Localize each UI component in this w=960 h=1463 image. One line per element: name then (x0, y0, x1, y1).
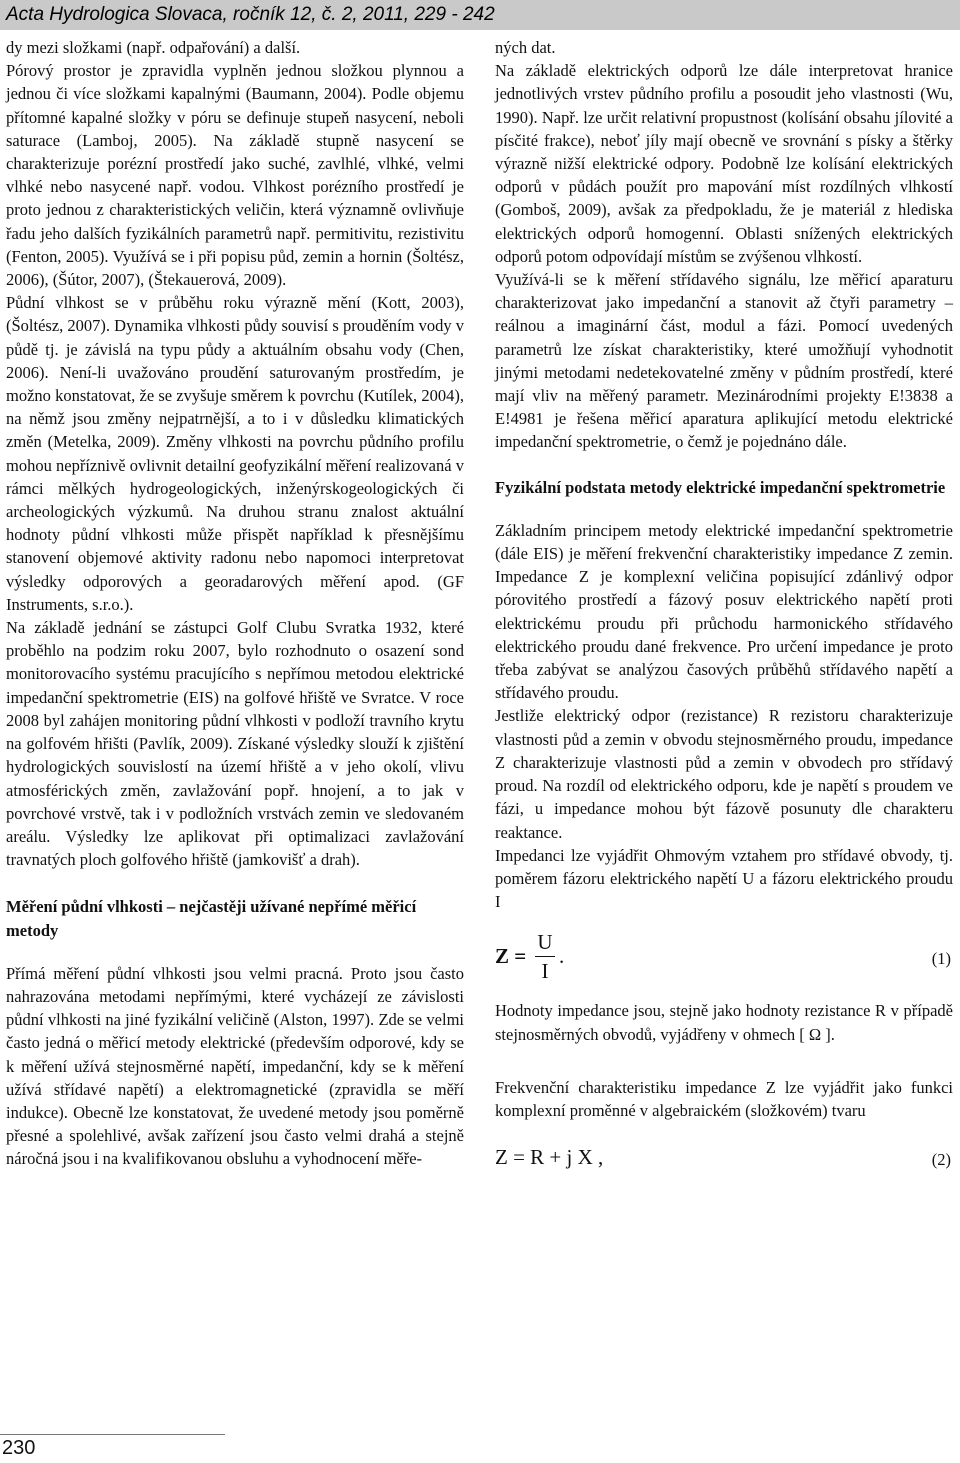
paragraph: Pórový prostor je zpravidla vyplněn jednou složkou plynnou a jednou či více složkami kapalnými (Baumann, 2004). Podle objemu přítomné kapalné složky v póru se definuje stupeň nasycení, neboli saturace (Lamboj, 2005). Na základě stupně nasycení se charakterizuje porézní prostředí jako suché, zavlhlé, vlhké, velmi vlhké nebo nasycené např. vodou. Vlhkost porézního prostředí je proto jednou z charakteristických veličin, která významně ovlivňuje řadu jeho dalších fyzikálních parametrů např. permitivitu, rezistivitu (Fenton, 2005). Využívá se i při popisu půd, zemin a hornin (Šoltész, 2006), (Šútor, 2007), (Štekauerová, 2009). (6, 61, 464, 290)
equation-lhs: Z = (495, 944, 527, 969)
fraction-numerator: U (537, 930, 553, 955)
equation-tail: . (559, 944, 565, 969)
paragraph: Půdní vlhkost se v průběhu roku výrazně mění (Kott, 2003), (Šoltész, 2007). Dynamika vlhkosti půdy souvisí s prouděním vody v půdě tj. je závislá na typu půdy a aktuálním obsahu vody (Chen, 2006). Není-li uvažováno proudění saturovaným prostředím, je možno konstatovat, že se zvyšuje směrem k povrchu (Kutílek, 2004), na němž jsou změny nejpatrnější, a to i v důsledku klimatických změn (Metelka, 2009). Změny vlhkosti na povrchu půdního profilu mohou nepříznivě ovlivnit detailní geofyzikální měření realizovaná v rámci mělkých hydrogeologických, inženýrskogeologických či archeologických výzkumů. Na druhou stranu znalost aktuální hodnoty půdní vlhkosti může přispět například k přesnějšímu stanovení objemové aktivity radonu nebo napomoci interpretovat výsledky odporových a georadarových měření apod. (GF Instruments, s.r.o.). (6, 293, 464, 614)
equation-1 (495, 929, 953, 987)
paragraph: dy mezi složkami (např. odpařování) a další. (6, 38, 301, 57)
paragraph: Využívá-li se k měření střídavého signálu, lze měřicí aparaturu charakterizovat jako impedanční a stanovit až čtyři parametry – reálnou a imaginární část, modul a fázi. Pomocí uvedených parametrů lze získat charakteristiky, které umožňují vyhodnotit jinými metodami nedetekovatelné změny v půdním prostředí, které mají vliv na měřený parametr. Mezinárodními projekty E!3838 a E!4981 je řešena měřicí aparatura aplikující metodu elektrické impedanční spektrometrie, o čemž je pojednáno dále. (495, 270, 953, 452)
paragraph: Hodnoty impedance jsou, stejně jako hodnoty rezistance R v případě stejnosměrných obvodů, vyjádřeny v ohmech [ Ω ]. (495, 1001, 953, 1044)
paragraph: Základním principem metody elektrické impedanční spektrometrie (dále EIS) je měření frekvenční charakteristiky impedance Z zemin. Impedance Z je komplexní veličina popisující zdánlivý odpor pórovitého prostředí a fázový posuv elektrického napětí proti elektrickému proudu při průchodu harmonického střídavého elektrického proudu dané frekvence. Pro určení impedance je proto třeba zabývat se analýzou časových průběhů střídavého napětí a střídavého proudu. (495, 520, 953, 703)
equation-2 (495, 1144, 953, 1178)
equation-fraction (535, 929, 555, 984)
page-number: 230 (2, 1437, 36, 1459)
paragraph: ných dat. (495, 38, 556, 57)
paragraph: Na základě elektrických odporů lze dále interpretovat hranice jednotlivých vrstev půdního profilu a posoudit jeho vlastnosti (Wu, 1990). Např. lze určit relativní propustnost (kolísání obsahu jílovité a písčité frakce), neboť jíly mají obecně ve srovnání s písky a štěrky výrazně nižší elektrické odpory. Podobně lze kolísání elektrických odporů v půdách použít pro mapování míst rozdílných vlhkostí (Gomboš, 2009), avšak za předpokladu, že je materiál z hlediska elektrických odporů homogenní. Oblasti snížených elektrických odporů potom odpovídají místům se zvýšenou vlhkostí. (495, 61, 953, 266)
equation-number: (1) (931, 949, 951, 969)
section-heading: Fyzikální podstata metody elektrické impedanční spektrometrie (495, 477, 946, 497)
footer-rule (0, 1434, 225, 1435)
left-column (6, 36, 464, 1171)
equation-number: (2) (931, 1150, 951, 1170)
paragraph: Přímá měření půdní vlhkosti jsou velmi pracná. Proto jsou často nahrazována metodami nepřímými, které vycházejí ze závislosti půdní vlhkosti na jiné fyzikální veličině (Alston, 1997). Zde se velmi často jedná o měřicí metody elektrické (především odporové, kdy se k měření užívá stejnosměrné napětí, impedanční, kdy se k měření užívá střídavé napětí) a elektromagnetické (zpravidla se měří indukce). Obecně lze konstatovat, že uvedené metody jsou poměrně přesné a spolehlivé, avšak zařízení jsou často velmi drahá a stejně náročná jsou i na kvalifikovanou obsluhu a vyhodnocení měře- (6, 963, 464, 1169)
right-column (495, 36, 953, 1178)
paragraph: Na základě jednání se zástupci Golf Clubu Svratka 1932, které proběhlo na podzim roku 2007, bylo rozhodnuto o osazení sond monitorovacího systému pracujícího s nepřímou metodou elektrické impedanční spektrometrie (EIS) na golfové hřiště ve Svratce. V roce 2008 byl zahájen monitoring půdní vlhkosti v podloží travního krytu na golfovém hřišti (Pavlík, 2009). Získané výsledky slouží k zjištění hydrologických souvislostí na území hřiště a v jeho okolí, vlivu atmosférických změn, zavlažování popř. hnojení, a to jak v povrchové vrstvě, tak i v podložních vrstvách zemin ve sledovaném areálu. Výsledky lze aplikovat při optimalizaci zavlažování travnatých ploch golfového hřiště (jamkovišť a drah). (6, 618, 464, 870)
fraction-denominator: I (541, 959, 549, 984)
paragraph: Jestliže elektrický odpor (rezistance) R rezistoru charakterizuje vlastnosti půd a zemin v obvodu stejnosměrného proudu, impedance Z charakterizuje vlastnosti půd a zemin v obvodech pro střídavý proud. Na rozdíl od elektrického odporu, kde je napětí s proudem ve fázi, u impedance mohou být fázově posunuty dle charakteru reaktance. (495, 706, 953, 842)
fraction-bar (535, 956, 555, 957)
paragraph: Frekvenční charakteristiku impedance Z lze vyjádřit jako funkci komplexní proměnné v algebraickém (složkovém) tvaru (495, 1077, 953, 1120)
section-heading: Měření půdní vlhkosti – nejčastěji užívané nepřímé měřicí metody (6, 897, 417, 940)
running-header: Acta Hydrologica Slovaca, ročník 12, č. 2, 2011, 229 - 242 (0, 0, 960, 30)
paragraph: Impedanci lze vyjádřit Ohmovým vztahem pro střídavé obvody, tj. poměrem fázoru elektrického napětí U a fázoru elektrického proudu I (495, 845, 953, 912)
equation-body: Z = R + j X , (495, 1145, 604, 1170)
